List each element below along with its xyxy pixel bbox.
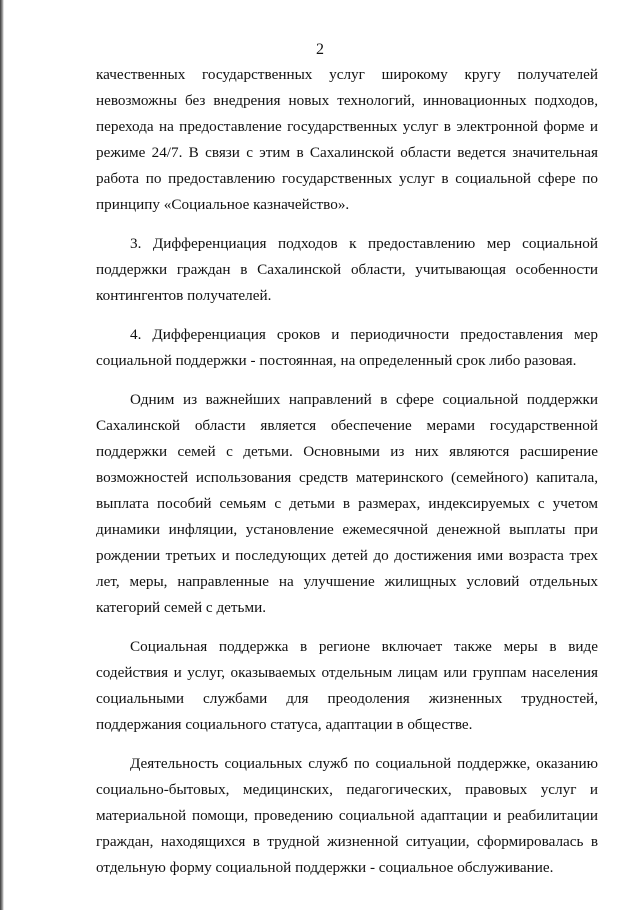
paragraph-social-services: Деятельность социальных служб по социальной поддержке, оказанию социально-бытовых, медицинских, педагогических, правовых услуг и материальной помощи, проведению социальной адаптации и реабилитации граждан, находящихся в трудной жизненной ситуации, сформировалась в отдельную форму социальной поддержки - социальное обслуживание.	[96, 755, 598, 876]
paragraph-continuation: качественных государственных услуг широкому кругу получателей невозможны без внедрения новых технологий, инновационных подходов, перехода на предоставление государственных услуг в электронной форме и режиме 24/7. В связи с этим в Сахалинской области ведется значительная работа по предоставлению государственных услуг в социальной сфере по принципу «Социальное казначейство».	[96, 66, 598, 213]
paragraph-social-support: Социальная поддержка в регионе включает также меры в виде содействия и услуг, оказываемых отдельным лицам или группам населения социальными службами для преодоления жизненных трудностей, поддержания социального статуса, адаптации в обществе.	[96, 638, 598, 733]
paragraph-item-3: 3. Дифференциация подходов к предоставлению мер социальной поддержки граждан в Сахалинской области, учитывающая особенности контингентов получателей.	[96, 235, 598, 304]
document-body	[96, 62, 598, 894]
page-number: 2	[316, 41, 324, 58]
scan-edge-shadow	[0, 0, 4, 910]
paragraph-item-4: 4. Дифференциация сроков и периодичности предоставления мер социальной поддержки - постоянная, на определенный срок либо разовая.	[96, 326, 598, 369]
paragraph-family-support: Одним из важнейших направлений в сфере социальной поддержки Сахалинской области является обеспечение мерами государственной поддержки семей с детьми. Основными из них являются расширение возможностей использования средств материнского (семейного) капитала, выплата пособий семьям с детьми в размерах, индексируемых с учетом динамики инфляции, установление ежемесячной денежной выплаты при рождении третьих и последующих детей до достижения ими возраста трех лет, меры, направленные на улучшение жилищных условий отдельных категорий семей с детьми.	[96, 391, 598, 616]
